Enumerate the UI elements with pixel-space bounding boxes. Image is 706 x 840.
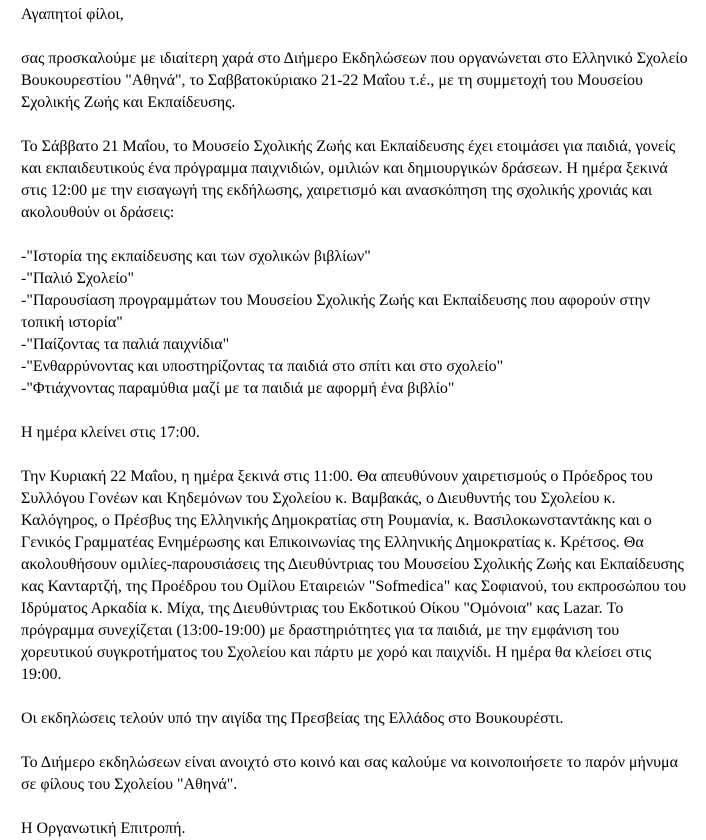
activities-list — [21, 246, 688, 400]
activity-item: -"Παίζοντας τα παλιά παιχνίδια" — [21, 336, 230, 353]
activity-item: -"Φτιάχνοντας παραμύθια μαζί με τα παιδιά με αφορμή ένα βιβλίο" — [21, 380, 455, 397]
greeting: Αγαπητοί φίλοι, — [21, 6, 124, 23]
saturday-paragraph: Το Σάββατο 21 Μαΐου, το Μουσείο Σχολικής Ζωής και Εκπαίδευσης έχει ετοιμάσει για παιδιά, γονείς και εκπαιδευτικούς ένα πρόγραμμα παιχνιδιών, ομιλιών και δημιουργικών δράσεων. Η ημέρα ξεκινά στις 12:00 με την εισαγωγή της εκδήλωσης, χαιρετισμό και ανασκόπηση της σχολικής χρονιάς και ακολουθούν οι δράσεις: — [21, 138, 676, 221]
sunday-paragraph: Την Κυριακή 22 Μαΐου, η ημέρα ξεκινά στις 11:00. Θα απευθύνουν χαιρετισμούς ο Πρόεδρος του Συλλόγου Γονέων και Κηδεμόνων του Σχολείου κ. Βαμβακάς, ο Διευθυντής του Σχολείου κ. Καλόγηρος, ο Πρέσβυς της Ελληνικής Δημοκρατίας στη Ρουμανία, κ. Βασιλοκωνσταντάκης και ο Γενικός Γραμματέας Ενημέρωσης και Επικοινωνίας της Ελληνικής Δημοκρατίας κ. Κρέτσος. Θα ακολουθήσουν ομιλίες-παρουσιάσεις της Διευθύντριας του Μουσείου Σχολικής Ζωής και Εκπαίδευσης κας Κανταρτζή, της Προέδρου του Ομίλου Εταιρειών "Sofmedica" κας Σοφιανού, του εκπροσώπου του Ιδρύματος Αρκαδία κ. Μίχα, της Διευθύντριας του Εκδοτικού Οίκου "Ομόνοια" κας Lazar. Το πρόγραμμα συνεχίζεται (13:00-19:00) με δραστηριότητες για τα παιδιά, με την εμφάνιση του χορευτικού συγκροτήματος του Σχολείου και πάρτυ με χορό και παιχνίδι. Η ημέρα θα κλείσει στις 19:00. — [21, 468, 686, 683]
intro-paragraph: σας προσκαλούμε με ιδιαίτερη χαρά στο Διήμερο Εκδηλώσεων που οργανώνεται στο Ελληνικό Σχολείο Βουκουρεστίου "Αθηνά", το Σαββατοκύριακο 21-22 Μαΐου τ.έ., με τη συμμετοχή του Μουσείου Σχολικής Ζωής και Εκπαίδευσης. — [21, 50, 688, 111]
activity-item: -"Παρουσίαση προγραμμάτων του Μουσείου Σχολικής Ζωής και Εκπαίδευσης που αφορούν στην τοπική ιστορία" — [21, 292, 651, 331]
saturday-closing: Η ημέρα κλείνει στις 17:00. — [21, 424, 200, 441]
activity-item: -"Ενθαρρύνοντας και υποστηρίζοντας τα παιδιά στο σπίτι και στο σχολείο" — [21, 358, 504, 375]
signature: Η Οργανωτική Επιτροπή. — [21, 820, 186, 837]
auspices-paragraph: Οι εκδηλώσεις τελούν υπό την αιγίδα της Πρεσβείας της Ελλάδος στο Βουκουρέστι. — [21, 710, 564, 727]
activity-item: -"Ιστορία της εκπαίδευσης και των σχολικών βιβλίων" — [21, 248, 371, 265]
activity-item: -"Παλιό Σχολείο" — [21, 270, 135, 287]
invitation-paragraph: Το Διήμερο εκδηλώσεων είναι ανοιχτό στο κοινό και σας καλούμε να κοινοποιήσετε το παρόν μήνυμα σε φίλους του Σχολείου "Αθηνά". — [21, 754, 678, 793]
